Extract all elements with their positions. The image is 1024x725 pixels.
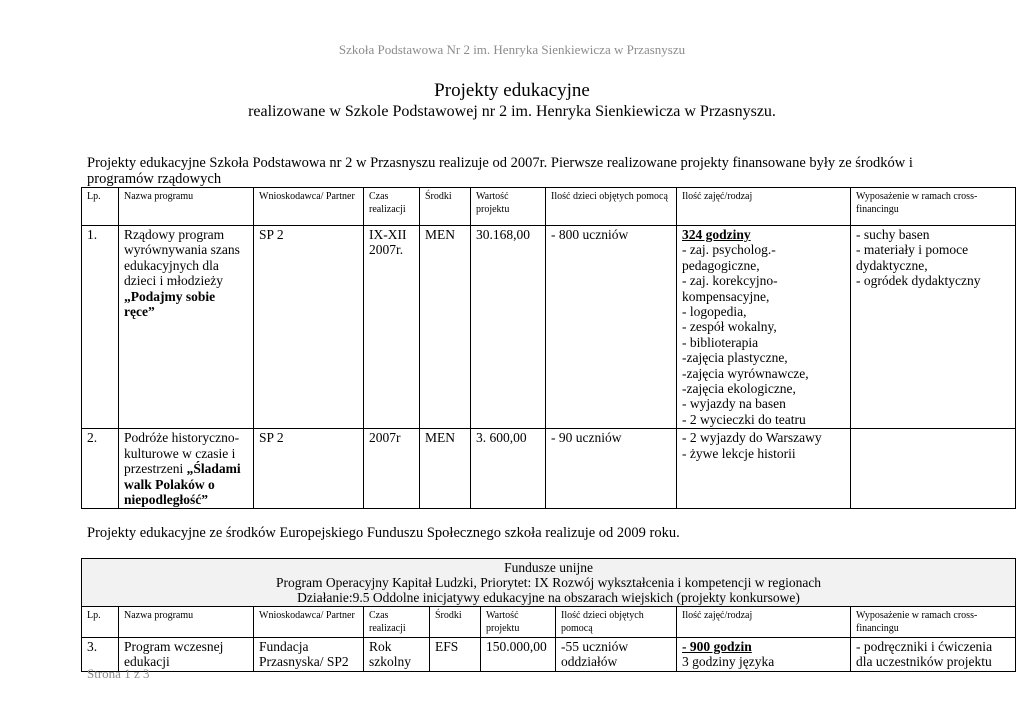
program-name-quoted: „Podajmy sobie ręce” [124,288,216,320]
cell-children: - 800 uczniów [546,226,677,429]
cell-equipment [851,226,1016,429]
cell-time: 2007r [364,429,420,509]
cell-time: IX-XII 2007r. [364,226,420,429]
col-header-classes: Ilość zajęć/rodzaj [677,607,851,638]
page-header: Szkoła Podstawowa Nr 2 im. Henryka Sienkiewicza w Przasnyszu [338,42,686,57]
col-header-time: Czas realizacji [364,188,420,226]
government-projects-table [81,187,1016,509]
list-item: - logopedia, [682,304,747,320]
list-item: -zajęcia ekologiczne, [682,381,796,397]
cell-lp: 1. [82,226,119,429]
col-header-name: Nazwa programu [119,188,254,226]
col-header-value: Wartość projektu [471,188,546,226]
list-item: - 2 wycieczki do teatru [682,411,806,427]
col-header-classes: Ilość zajęć/rodzaj [677,188,851,226]
table-row [82,429,1016,509]
cell-applicant: Fundacja Przasnyska/ SP2 [254,638,364,672]
cell-lp: 3. [82,638,119,672]
page-number: Strona 1 z 3 [87,666,150,681]
list-item: -zajęcia plastyczne, [682,350,788,366]
cell-lp: 2. [82,429,119,509]
cell-value: 150.000,00 [481,638,556,672]
cell-value: 30.168,00 [471,226,546,429]
list-item: - ogródek dydaktyczny [856,273,981,289]
col-header-time: Czas realizacji [364,607,430,638]
cell-children: -55 uczniów oddziałów [556,638,677,672]
classes-total: 324 godziny [682,227,751,242]
list-item: - wyjazdy na basen [682,396,786,412]
cell-classes [677,429,851,509]
col-header-applicant: Wnioskodawca/ Partner [254,188,364,226]
cell-equipment [851,429,1016,509]
fund-header-title: Fundusze unijne [504,560,593,575]
cell-applicant: SP 2 [254,429,364,509]
list-item: 3 godziny języka [682,654,775,670]
cell-equipment: - podręczniki i ćwiczenia dla uczestników projektu [851,638,1016,672]
col-header-funds: Środki [420,188,471,226]
fund-header-action: Działanie:9.5 Oddolne inicjatywy edukacyjne na obszarach wiejskich (projekty konkursowe) [297,590,800,605]
program-name: Podróże historyczno-kulturowe w czasie i przestrzeni [124,430,240,477]
col-header-equipment: Wyposażenie w ramach cross-financingu [851,188,1016,226]
table-row [82,226,1016,429]
list-item: - zaj. psycholog.-pedagogiczne, [682,242,776,273]
col-header-value: Wartość projektu [481,607,556,638]
table-header-row [82,607,1016,638]
list-item: - 2 wyjazdy do Warszawy [682,430,822,446]
list-item: - suchy basen [856,227,930,242]
col-header-equipment: Wyposażenie w ramach cross-financingu [851,607,1016,638]
cell-classes [677,638,851,672]
page-title: Projekty edukacyjne [434,80,590,101]
fund-header [82,559,1016,607]
cell-funds: MEN [420,226,471,429]
intro-paragraph-eu: Projekty edukacyjne ze środków Europejskiego Funduszu Społecznego szkoła realizuje od 2009 roku. [87,525,680,541]
list-item: - materiały i pomoce dydaktyczne, [856,242,969,273]
cell-children: - 90 uczniów [546,429,677,509]
cell-funds: MEN [420,429,471,509]
list-item: - zaj. korekcyjno-kompensacyjne, [682,273,778,304]
program-name: Rządowy program wyrównywania szans edukacyjnych dla dzieci i młodzieży [124,227,240,289]
cell-classes [677,226,851,429]
page-subtitle: realizowane w Szkole Podstawowej nr 2 im. Henryka Sienkiewicza w Przasnyszu. [248,103,776,120]
table-header-row [82,188,1016,226]
program-name-quoted: „Śladami walk Polaków o niepodległość” [124,461,241,507]
col-header-name: Nazwa programu [119,607,254,638]
list-item: - biblioterapia [682,334,759,350]
col-header-children: Ilość dzieci objętych pomocą [556,607,677,638]
table-row [82,638,1016,672]
cell-time: Rok szkolny [364,638,430,672]
classes-total: - 900 godzin [682,639,752,654]
cell-name: Program wczesnej edukacji [119,638,254,672]
fund-header-program: Program Operacyjny Kapitał Ludzki, Priorytet: IX Rozwój wykształcenia i kompetencji w regionach [275,575,822,590]
col-header-lp: Lp. [82,607,119,638]
intro-paragraph-government: Projekty edukacyjne Szkoła Podstawowa nr 2 w Przasnyszu realizuje od 2007r. Pierwsze realizowane projekty finansowane były ze środków i programów rządowych [87,155,913,187]
list-item: -zajęcia wyrównawcze, [682,365,809,381]
col-header-children: Ilość dzieci objętych pomocą [546,188,677,226]
col-header-applicant: Wnioskodawca/ Partner [254,607,364,638]
eu-projects-table [81,558,1016,672]
cell-funds: EFS [430,638,481,672]
cell-applicant: SP 2 [254,226,364,429]
list-item: - żywe lekcje historii [682,445,796,461]
fund-header-row [82,559,1016,607]
cell-name [119,226,254,429]
list-item: - zespół wokalny, [682,319,777,335]
col-header-lp: Lp. [82,188,119,226]
col-header-funds: Środki [430,607,481,638]
cell-name [119,429,254,509]
cell-value: 3. 600,00 [471,429,546,509]
